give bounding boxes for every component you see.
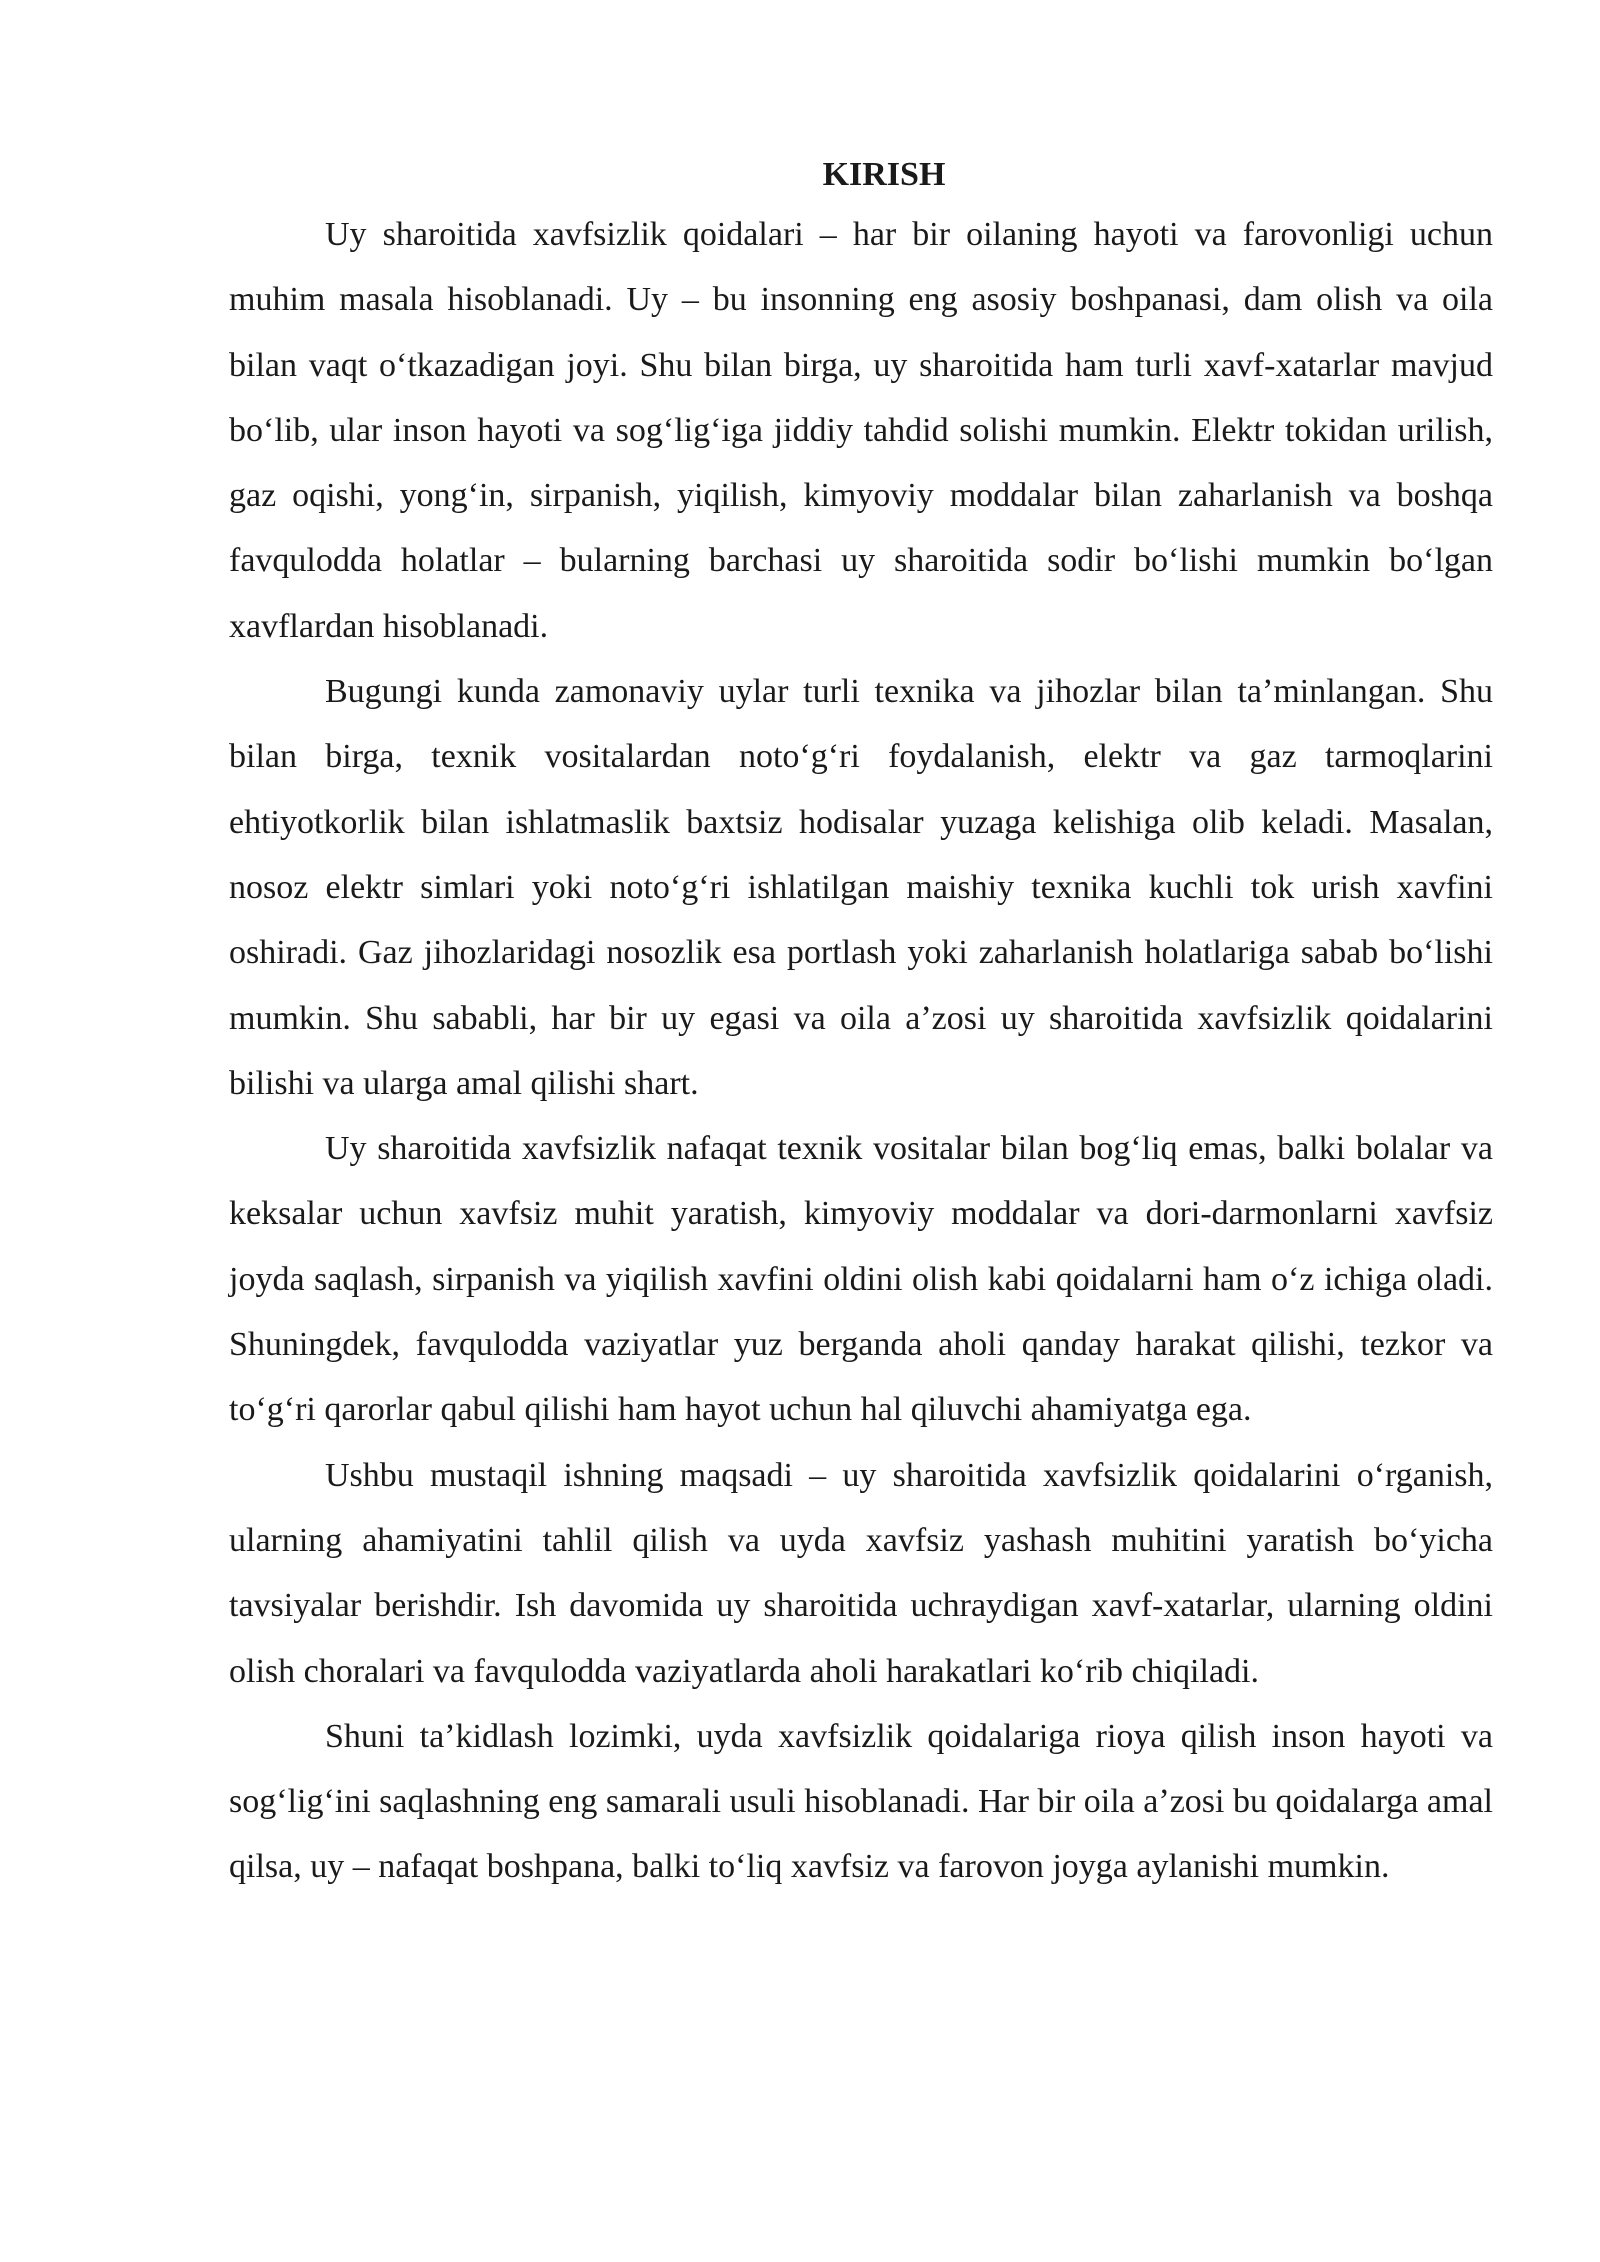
page-title: KIRISH: [822, 156, 946, 193]
paragraph-1: Uy sharoitida xavfsizlik qoidalari – har bir oilaning hayoti va farovonligi uchun muhim masala hisoblanadi. Uy – bu insonning eng asosiy boshpanasi, dam olish va oila bilan vaqt oʻtkazadigan joyi. Shu bilan birga, uy sharoitida ham turli xavf-xatarlar mavjud boʻlib, ular inson hayoti va sogʻligʻiga jiddiy tahdid solishi mumkin. Elektr tokidan urilish, gaz oqishi, yongʻin, sirpanish, yiqilish, kimyoviy moddalar bilan zaharlanish va boshqa favqulodda holatlar – bularning barchasi uy sharoitida sodir boʻlishi mumkin boʻlgan xavflardan hisoblanadi.: [229, 216, 1493, 645]
paragraph-3: Uy sharoitida xavfsizlik nafaqat texnik vositalar bilan bogʻliq emas, balki bolalar va keksalar uchun xavfsiz muhit yaratish, kimyoviy moddalar va dori-darmonlarni xavfsiz joyda saqlash, sirpanish va yiqilish xavfini oldini olish kabi qoidalarni ham oʻz ichiga oladi. Shuningdek, favqulodda vaziyatlar yuz berganda aholi qanday harakat qilishi, tezkor va toʻgʻri qarorlar qabul qilishi ham hayot uchun hal qiluvchi ahamiyatga ega.: [229, 1130, 1493, 1429]
paragraph-5: Shuni taʼkidlash lozimki, uyda xavfsizlik qoidalariga rioya qilish inson hayoti va sogʻligʻini saqlashning eng samarali usuli hisoblanadi. Har bir oila aʼzosi bu qoidalarga amal qilsa, uy – nafaqat boshpana, balki toʻliq xavfsiz va farovon joyga aylanishi mumkin.: [229, 1717, 1493, 1886]
paragraph-4: Ushbu mustaqil ishning maqsadi – uy sharoitida xavfsizlik qoidalarini oʻrganish, ularning ahamiyatini tahlil qilish va uyda xavfsiz yashash muhitini yaratish boʻyicha tavsiyalar berishdir. Ish davomida uy sharoitida uchraydigan xavf-xatarlar, ularning oldini olish choralari va favqulodda vaziyatlarda aholi harakatlari koʻrib chiqiladi.: [229, 1456, 1493, 1690]
paragraph-2: Bugungi kunda zamonaviy uylar turli texnika va jihozlar bilan taʼminlangan. Shu bilan birga, texnik vositalardan notoʻgʻri foydalanish, elektr va gaz tarmoqlarini ehtiyotkorlik bilan ishlatmaslik baxtsiz hodisalar yuzaga kelishiga olib keladi. Masalan, nosoz elektr simlari yoki notoʻgʻri ishlatilgan maishiy texnika kuchli tok urish xavfini oshiradi. Gaz jihozlaridagi nosozlik esa portlash yoki zaharlanish holatlariga sabab boʻlishi mumkin. Shu sababli, har bir uy egasi va oila aʼzosi uy sharoitida xavfsizlik qoidalarini bilishi va ularga amal qilishi shart.: [229, 673, 1493, 1102]
document-body: [229, 150, 1493, 1900]
